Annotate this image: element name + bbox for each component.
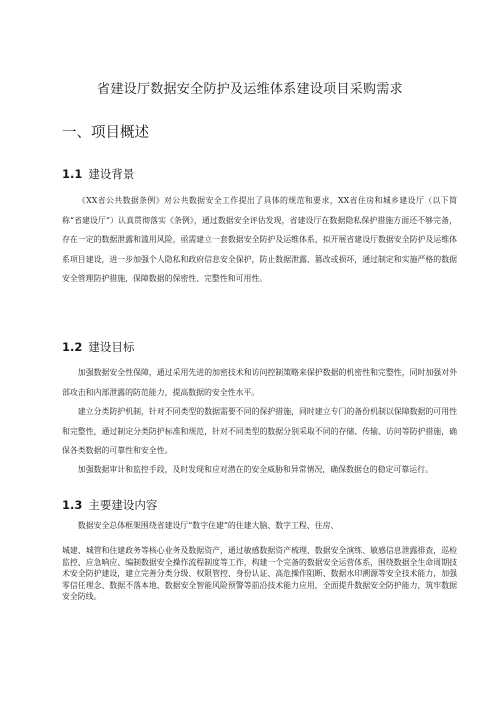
paragraph-goal-classification: 建立分类防护机制，针对不同类型的数据需要不同的保护措施，同时建立专门的备份机制以保障数据的可用性和完整性，通过制定分类防护标准和规范，针对不同类型的数据分别采取不同的存储、传输、访问等防护措施，确保各类数据的可靠性和安全性。 [62,407,457,455]
paragraph-background: 《XX省公共数据条例》对公共数据安全工作提出了具体的规范和要求，XX省住房和城乡建设厅（以下简称“省建设厅”）认真贯彻落实《条例》，通过数据安全评估发现，省建设厅在数据隐私保护措施方面还不够完备，存在一定的数据泄露和滥用风险，亟需建立一套数据安全防护及运维体系，拟开展省建设厅数据安全防护及运维体系项目建设，进一步加强个人隐私和政府信息安全保护，防止数据泄露、篡改或损坏，通过制定和实施严格的数据安全管理防护措施，保障数据的保密性、完整性和可用性。 [62,196,457,283]
subsection-title: 建设目标 [88,340,135,354]
subsection-title: 主要建设内容 [88,498,158,512]
subsection-heading-goals [62,339,134,355]
document-title: 省建设厅数据安全防护及运维体系建设项目采购需求 [97,82,403,97]
subsection-title: 建设背景 [88,167,135,181]
subsection-number: 1.2 [62,340,83,354]
paragraph-content-detail: 城建、城管和住建政务等核心业务及数据资产，通过敏感数据资产梳理、数据安全演练、敏感信息泄露排查，巡检监控、应急响应、编制数据安全操作流程制度等工作，构建一个完备的数据安全运营体系，围绕数据全生命周期技术安全防护建设，建立完善分类分级、权限管控、身份认证、高危操作阻断、数据水印溯源等安全技术能力，加强零信任理念、数据不落本地、数据安全智能风险预警等前沿技术能力应用，全面提升数据安全防护能力，筑牢数据安全防线。 [62,546,457,601]
subsection-number: 1.3 [62,498,83,512]
paragraph-content-intro: 数据安全总体框架围绕省建设厅“数字住建”的住建大脑、数字工程、住房、 [77,521,339,530]
subsection-heading-background [62,166,134,182]
paragraph-goal-security: 加强数据安全性保障，通过采用先进的加密技术和访问控制策略来保护数据的机密性和完整性，同时加强对外部攻击和内部泄露的防范能力，提高数据的安全性水平。 [62,368,457,397]
paragraph-goal-audit: 加强数据审计和监控手段，及时发现和应对潜在的安全威胁和异常情况，确保数据仓的稳定可靠运行。 [77,465,433,474]
subsection-heading-content [62,497,157,513]
subsection-number: 1.1 [62,167,83,181]
section-heading-overview: 一、项目概述 [62,125,149,141]
